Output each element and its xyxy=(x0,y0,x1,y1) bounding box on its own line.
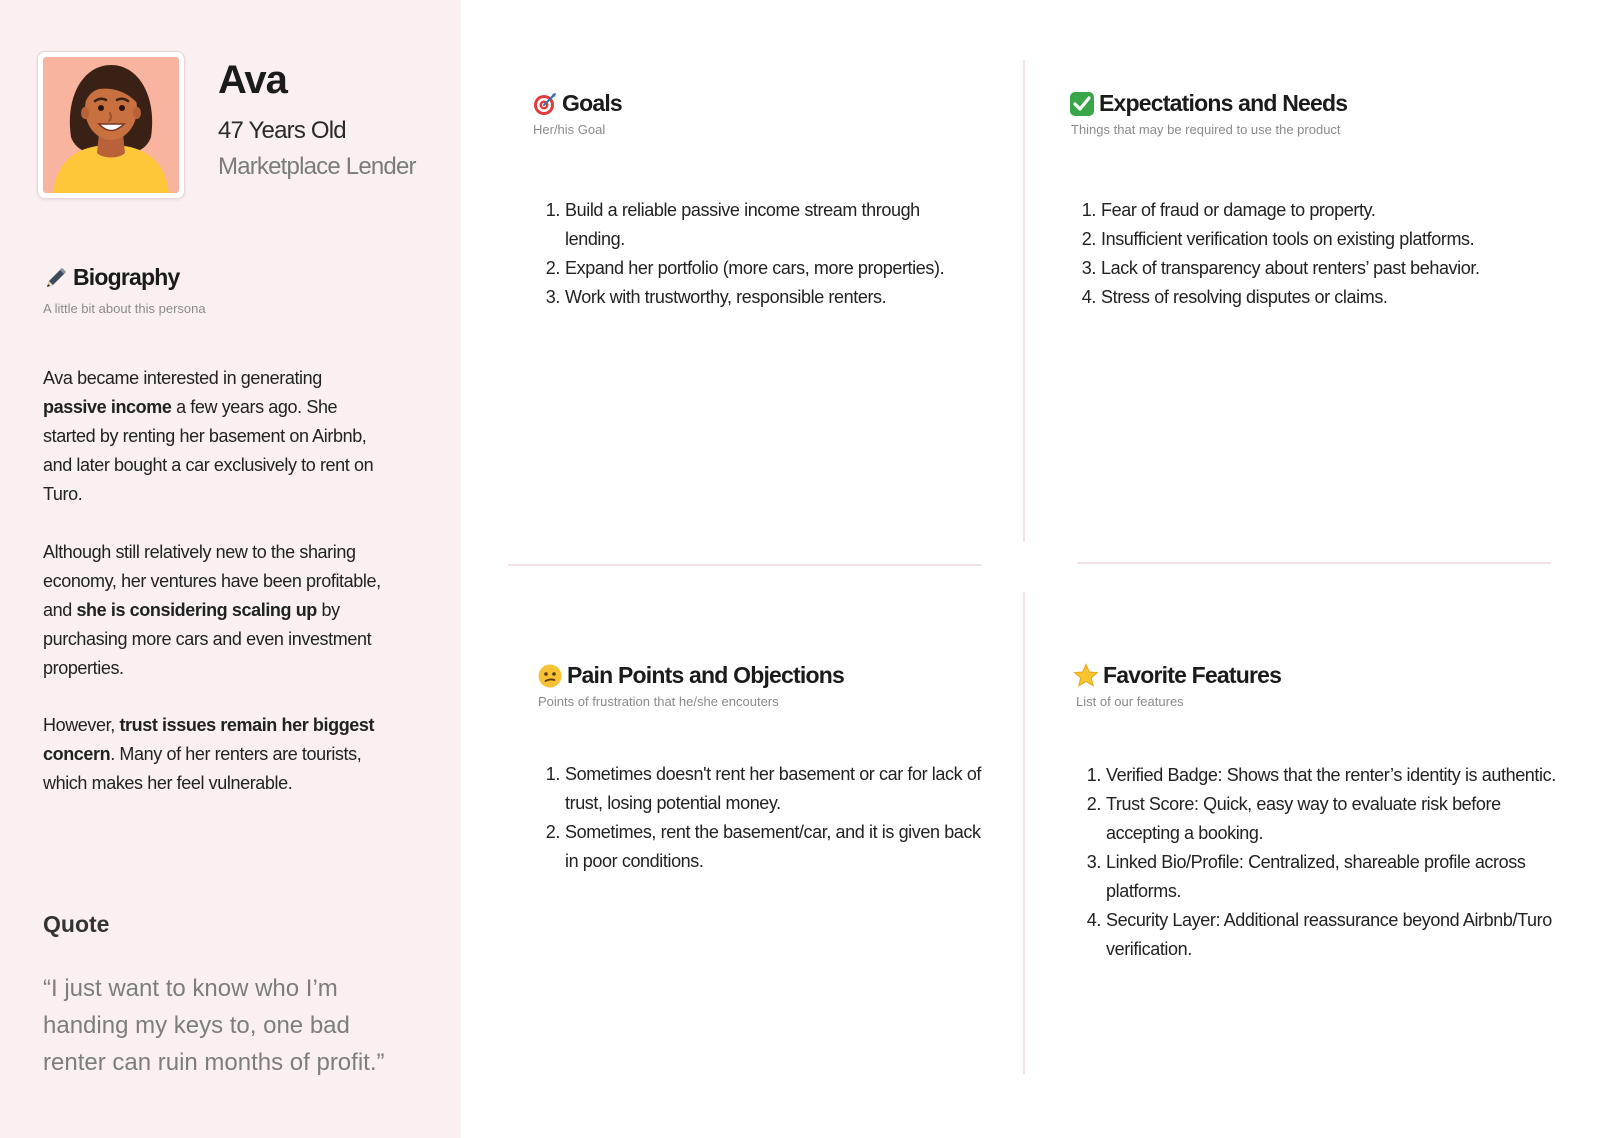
expectations-subtitle: Things that may be required to use the product xyxy=(1071,122,1341,137)
pain-points-header xyxy=(537,662,844,689)
pain-points-title: Pain Points and Objections xyxy=(567,662,844,688)
goal-text: Work with trustworthy, responsible renters. xyxy=(565,287,887,307)
biography-paragraph-3 xyxy=(43,711,388,798)
biography-title: Biography xyxy=(73,264,180,290)
expectations-list xyxy=(1076,196,1546,312)
features-header xyxy=(1073,662,1281,689)
star-icon xyxy=(1073,663,1099,689)
bio-text: . Many of her renters are tourists, which makes her feel vulnerable. xyxy=(43,744,362,793)
bio-text: a few years ago. She started by renting her basement on Airbnb, and later bought a car exclusively to rent on Turo. xyxy=(43,397,374,504)
expectation-text: Stress of resolving disputes or claims. xyxy=(1101,287,1388,307)
bio-text: However, xyxy=(43,715,120,735)
persona-name: Ava xyxy=(218,58,287,102)
avatar xyxy=(37,51,185,199)
pain-point-text: Sometimes, rent the basement/car, and it is given back in poor conditions. xyxy=(565,822,981,871)
check-mark-icon xyxy=(1069,91,1095,117)
list-item: 4. Security Layer: Additional reassurance beyond Airbnb/Turo verification. xyxy=(1086,910,1552,959)
biography-paragraph-2 xyxy=(43,538,388,683)
list-item: 2. Insufficient verification tools on existing platforms. xyxy=(1081,229,1475,249)
pain-points-list xyxy=(540,760,995,876)
pain-points-subtitle: Points of frustration that he/she encouters xyxy=(538,694,779,709)
pain-point-text: Sometimes doesn't rent her basement or car for lack of trust, losing potential money. xyxy=(565,764,982,813)
features-subtitle: List of our features xyxy=(1076,694,1184,709)
target-icon xyxy=(532,91,558,117)
persona-sidebar xyxy=(0,0,461,1138)
feature-text: Linked Bio/Profile: Centralized, shareable profile across platforms. xyxy=(1106,852,1526,901)
bio-highlight: passive income xyxy=(43,397,172,417)
list-item: 2. Sometimes, rent the basement/car, and it is given back in poor conditions. xyxy=(545,822,981,871)
list-item: 3. Work with trustworthy, responsible renters. xyxy=(545,287,887,307)
list-item: 4. Stress of resolving disputes or claims. xyxy=(1081,287,1388,307)
divider-vertical-top xyxy=(1023,60,1025,542)
list-item: 3. Linked Bio/Profile: Centralized, shareable profile across platforms. xyxy=(1086,852,1526,901)
quote-label: Quote xyxy=(43,911,110,937)
expectations-title: Expectations and Needs xyxy=(1099,90,1348,116)
feature-text: Trust Score: Quick, easy way to evaluate risk before accepting a booking. xyxy=(1106,794,1501,843)
woman-avatar-icon xyxy=(43,57,179,193)
bio-highlight: trust issues remain her biggest concern xyxy=(43,715,375,764)
list-item: 1. Fear of fraud or damage to property. xyxy=(1081,200,1376,220)
goals-title: Goals xyxy=(562,90,622,116)
list-item: 2. Trust Score: Quick, easy way to evaluate risk before accepting a booking. xyxy=(1086,794,1501,843)
bio-text: Ava became interested in generating xyxy=(43,368,322,388)
feature-text: Security Layer: Additional reassurance beyond Airbnb/Turo verification. xyxy=(1106,910,1552,959)
divider-horizontal-left xyxy=(508,564,982,566)
persona-age: 47 Years Old xyxy=(218,117,346,144)
list-item: 3. Lack of transparency about renters’ past behavior. xyxy=(1081,258,1480,278)
quote-text: “I just want to know who I’m handing my keys to, one bad renter can ruin months of profit.” xyxy=(43,975,385,1076)
goal-text: Build a reliable passive income stream through lending. xyxy=(565,200,920,249)
bio-highlight: she is considering scaling up xyxy=(76,600,317,620)
divider-vertical-bottom xyxy=(1023,592,1025,1074)
features-title: Favorite Features xyxy=(1103,662,1282,688)
bio-text: Although still relatively new to the sharing economy, her ventures have been profitable, and xyxy=(43,542,381,620)
confused-face-icon xyxy=(537,663,563,689)
expectation-text: Lack of transparency about renters’ past behavior. xyxy=(1101,258,1480,278)
divider-horizontal-right xyxy=(1077,562,1551,564)
biography-paragraph-1 xyxy=(43,364,388,509)
goals-subtitle: Her/his Goal xyxy=(533,122,606,137)
expectation-text: Fear of fraud or damage to property. xyxy=(1101,200,1376,220)
list-item: 1. Sometimes doesn't rent her basement or car for lack of trust, losing potential money. xyxy=(545,764,982,813)
feature-text: Verified Badge: Shows that the renter’s identity is authentic. xyxy=(1106,765,1556,785)
expectations-header xyxy=(1069,90,1347,117)
pen-icon xyxy=(43,265,69,291)
list-item: 1. Verified Badge: Shows that the renter’s identity is authentic. xyxy=(1086,765,1556,785)
expectation-text: Insufficient verification tools on existing platforms. xyxy=(1101,229,1475,249)
biography-subtitle: A little bit about this persona xyxy=(43,301,206,316)
list-item: 1. Build a reliable passive income stream through lending. xyxy=(545,200,920,249)
list-item: 2. Expand her portfolio (more cars, more properties). xyxy=(545,258,945,278)
persona-role: Marketplace Lender xyxy=(218,153,416,180)
biography-header xyxy=(43,264,180,291)
features-list xyxy=(1081,761,1556,964)
goals-header xyxy=(532,90,622,117)
goals-list xyxy=(540,196,980,312)
goal-text: Expand her portfolio (more cars, more properties). xyxy=(565,258,945,278)
bio-text: by purchasing more cars and even investment properties. xyxy=(43,600,372,678)
